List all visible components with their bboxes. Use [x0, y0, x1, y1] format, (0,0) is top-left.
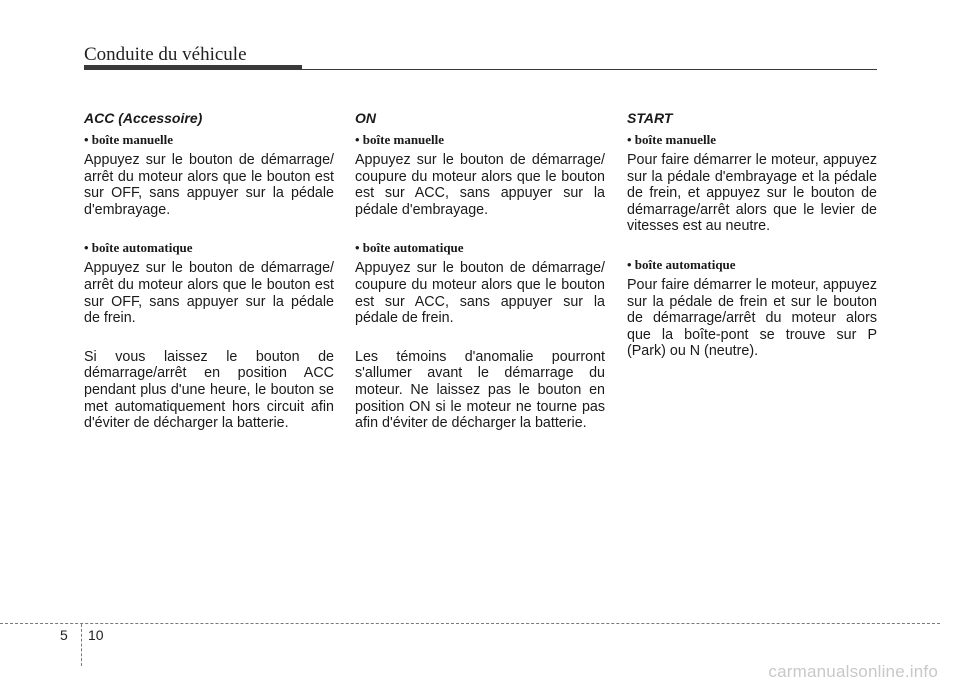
footer-dashed-divider: [81, 624, 82, 666]
footer-dashed-rule: [0, 623, 940, 624]
subheading-automatic: • boîte automatique: [627, 256, 736, 272]
page-section-number: 5: [60, 627, 68, 643]
subheading-manual: • boîte manuelle: [627, 132, 717, 147]
section-heading-on: ON: [355, 110, 376, 126]
section-heading-acc: ACC (Accessoire): [84, 110, 203, 126]
watermark: carmanualsonline.info: [768, 662, 938, 681]
subheading-automatic: • boîte automatique: [355, 240, 464, 256]
paragraph-automatic: Appuyez sur le bouton de démarrage/ arrêt du moteur alors que le bouton est sur OFF, sans appuyer sur la pédale de frein.: [84, 260, 334, 327]
column-acc: [84, 110, 334, 432]
subheading-manual: • boîte manuelle: [355, 132, 445, 147]
paragraph-manual: Appuyez sur le bouton de démarrage/ arrêt du moteur alors que le bouton est sur OFF, sans appuyer sur la pédale d'embrayage.: [84, 152, 334, 218]
page-number: 10: [88, 627, 104, 643]
header-rule-thick: [84, 65, 302, 70]
page-header-title: Conduite du véhicule: [84, 44, 247, 65]
subheading-manual: • boîte manuelle: [84, 132, 174, 147]
column-start: [627, 110, 877, 360]
paragraph-note: Les témoins d'anomalie pourront s'allumer avant le démarrage du moteur. Ne laissez pas le bouton en position ON si le moteur ne tourne pas afin d'éviter de décharger la batterie.: [355, 348, 605, 432]
paragraph-manual: Appuyez sur le bouton de démarrage/ coupure du moteur alors que le bouton est sur ACC, sans appuyer sur la pédale d'embrayage.: [355, 152, 605, 218]
header-rule-thin: [302, 69, 877, 70]
paragraph-automatic: Pour faire démarrer le moteur, appuyez sur la pédale de frein et sur le bouton de démarrage/arrêt du moteur alors que la boîte-pont se trouve sur P (Park) ou N (neutre).: [627, 276, 877, 360]
column-on: [355, 110, 605, 432]
subheading-automatic: • boîte automatique: [84, 240, 193, 256]
paragraph-note: Si vous laissez le bouton de démarrage/arrêt en position ACC pendant plus d'une heure, le bouton se met automatiquement hors circuit afin d'éviter de décharger la batterie.: [84, 348, 334, 432]
section-heading-start: START: [627, 110, 673, 126]
paragraph-manual: Pour faire démarrer le moteur, appuyez sur la pédale d'embrayage et la pédale de frein, et appuyez sur le bouton de démarrage/arrêt alors que le levier de vitesses est au neutre.: [627, 152, 877, 235]
paragraph-automatic: Appuyez sur le bouton de démarrage/ coupure du moteur alors que le bouton est sur ACC, sans appuyer sur la pédale de frein.: [355, 260, 605, 327]
